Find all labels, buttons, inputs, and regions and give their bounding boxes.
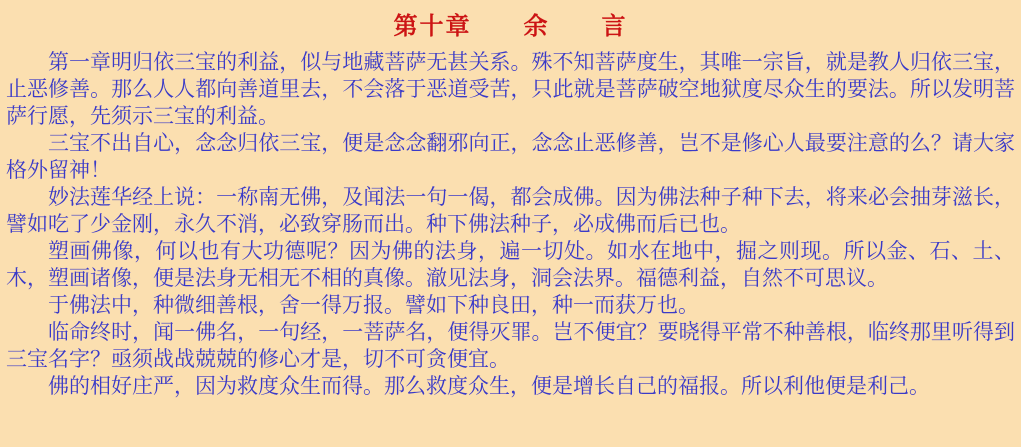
body-paragraph: 于佛法中，种微细善根，舍一得万报。譬如下种良田，种一而获万也。	[48, 293, 699, 317]
body-paragraph: 塑画佛像，何以也有大功德呢？因为佛的法身，遍一切处。如水在地中，掘之则现。所以金、石、土、木，塑画诸像，便是法身无相无不相的真像。澈见法身，洞会法界。福德利益，自然不可思议。	[6, 239, 1015, 290]
body-text	[6, 49, 1015, 400]
body-paragraph: 佛的相好庄严，因为救度众生而得。那么救度众生，便是增长自己的福报。所以利他便是利己。	[48, 374, 930, 398]
body-paragraph: 妙法莲华经上说：一称南无佛，及闻法一句一偈，都会成佛。因为佛法种子种下去，将来必会抽芽滋长，譬如吃了少金刚，永久不消，必致穿肠而出。种下佛法种子，必成佛而后已也。	[6, 185, 1015, 236]
body-paragraph: 临命终时，闻一佛名，一句经，一菩萨名，便得灭罪。岂不便宜？要晓得平常不种善根，临终那里听得到三宝名字？亟须战战兢兢的修心才是，切不可贪便宜。	[6, 320, 1015, 371]
body-paragraph: 三宝不出自心，念念归依三宝，便是念念翻邪向正，念念止恶修善，岂不是修心人最要注意的么？请大家格外留神！	[6, 131, 1015, 182]
body-paragraph: 第一章明归依三宝的利益，似与地藏菩萨无甚关系。殊不知菩萨度生，其唯一宗旨，就是教人归依三宝，止恶修善。那么人人都向善道里去，不会落于恶道受苦，只此就是菩萨破空地狱度尽众生的要法。所以发明菩萨行愿，先须示三宝的利益。	[6, 50, 1015, 128]
chapter-title: 第十章 余 言	[393, 14, 628, 40]
